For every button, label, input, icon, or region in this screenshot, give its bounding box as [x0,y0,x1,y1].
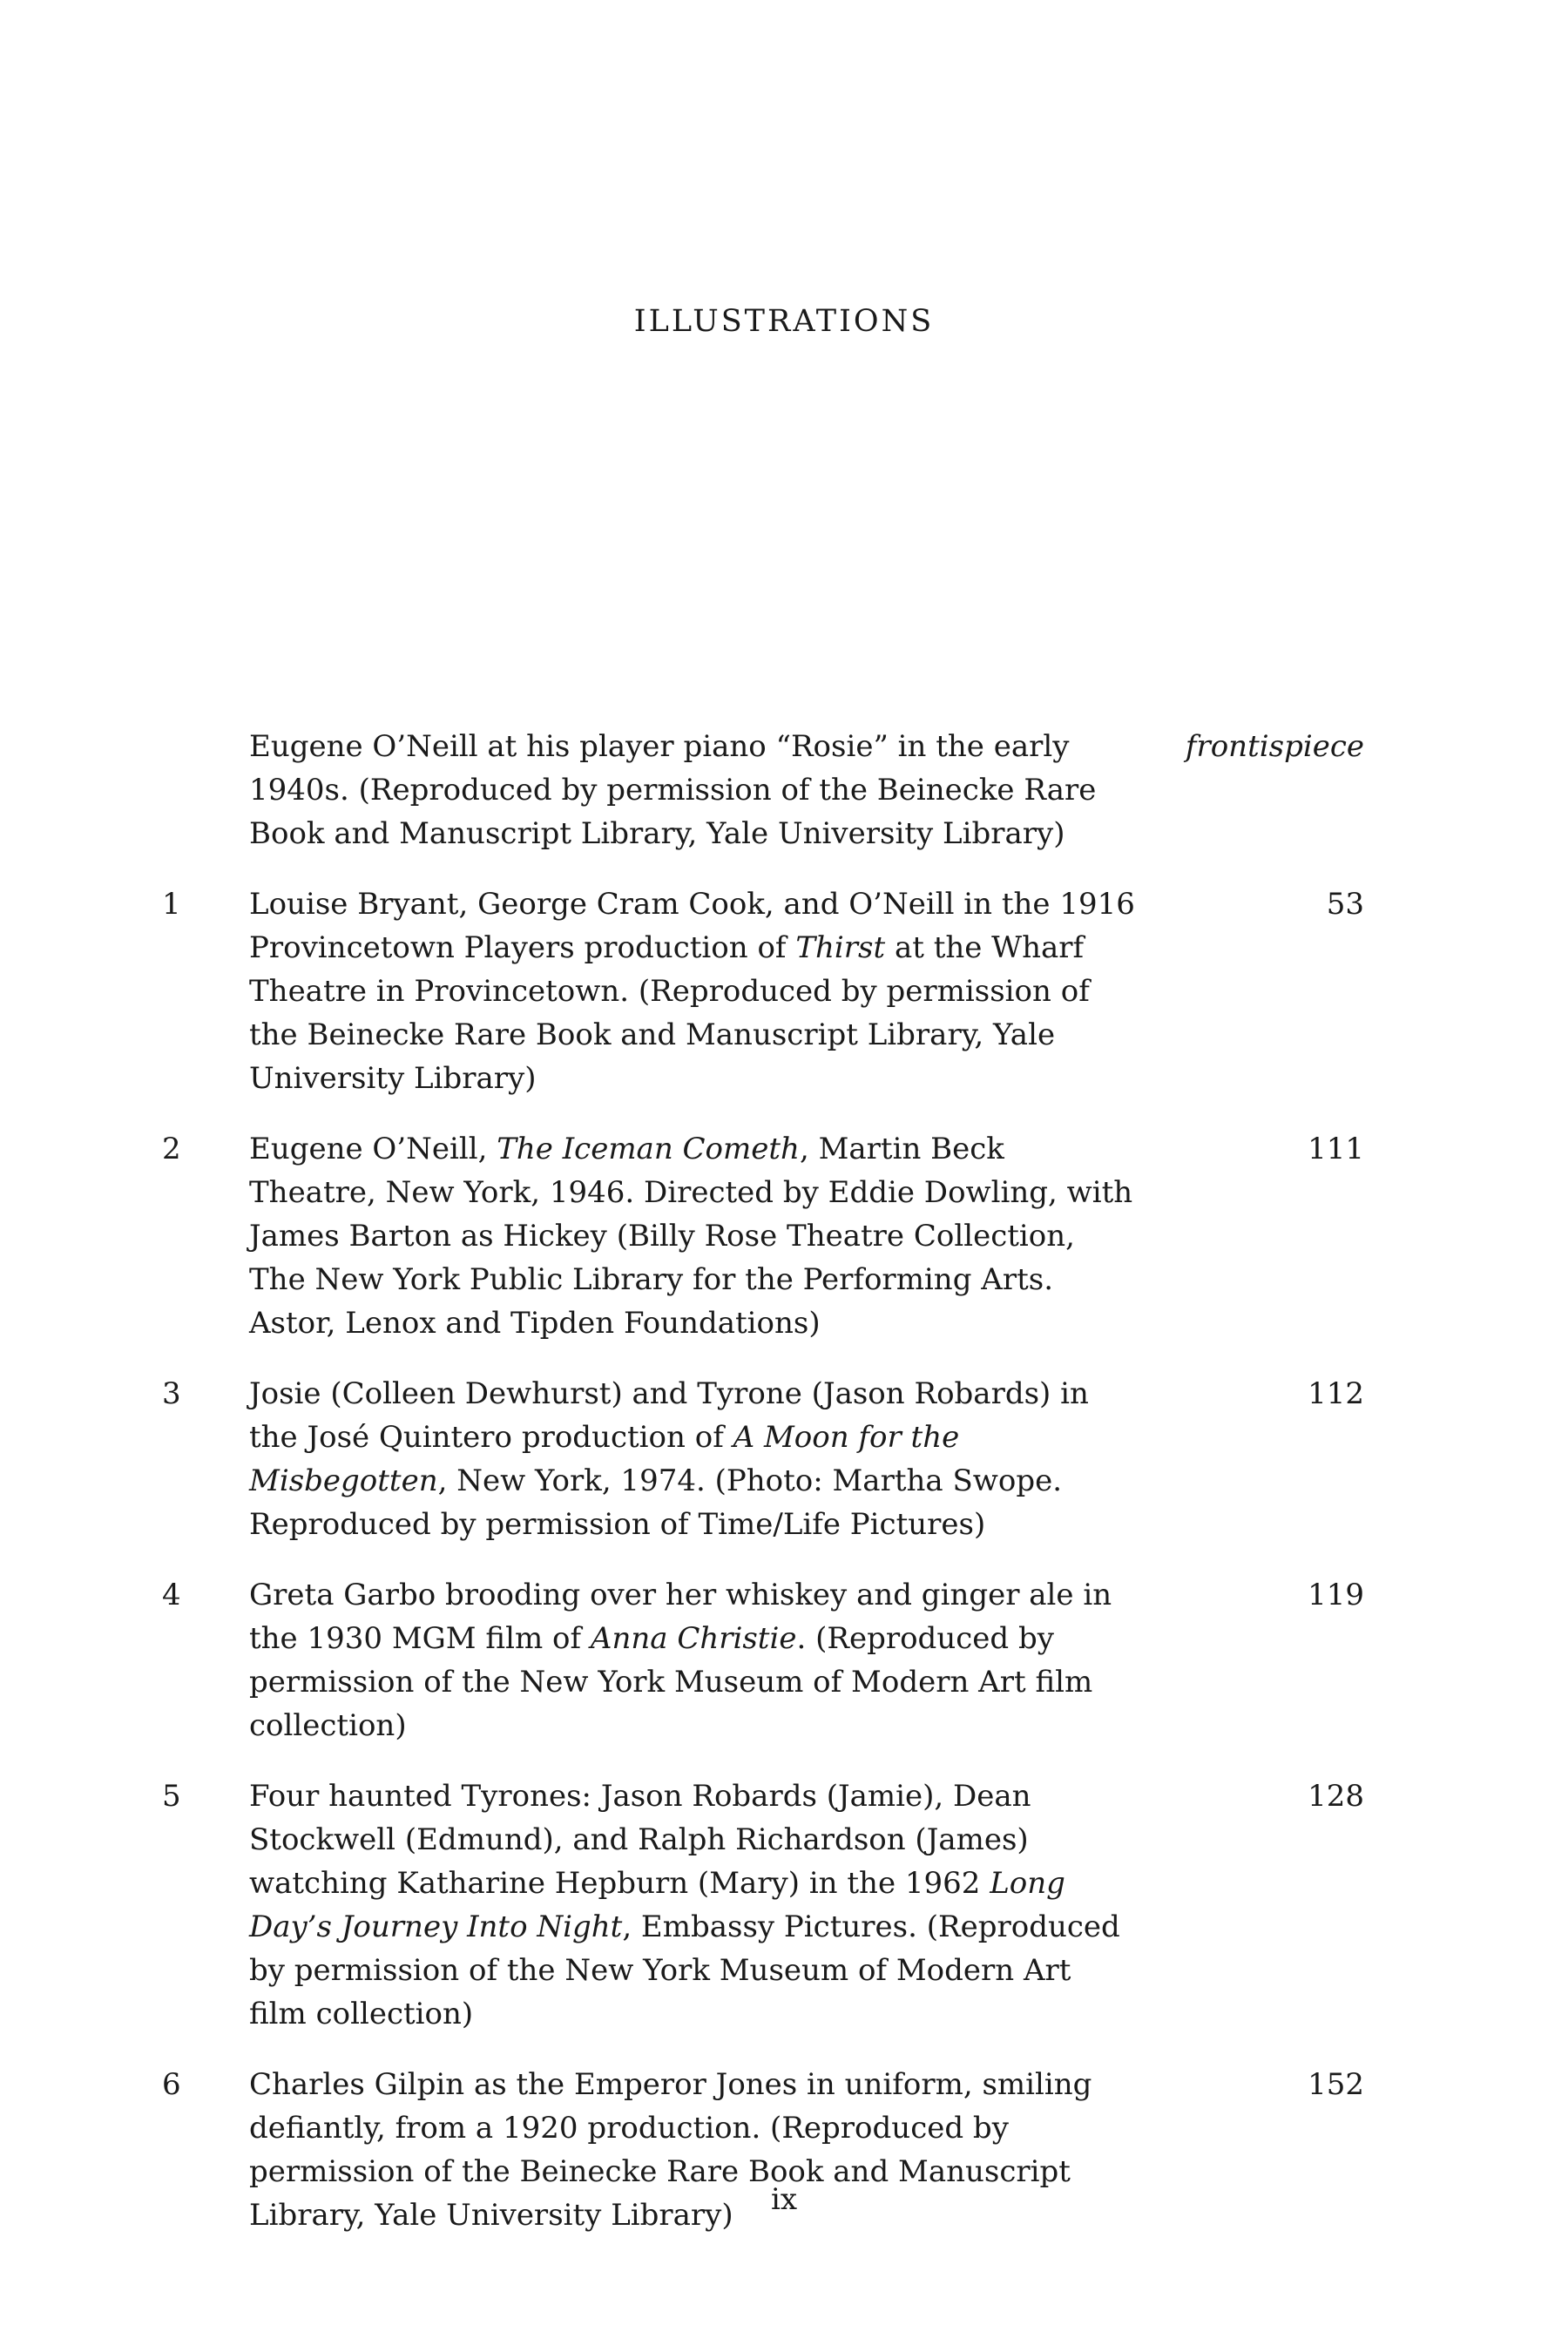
caption-text: Eugene O’Neill, [249,1132,497,1166]
caption-title-italic: Thirst [795,930,886,965]
illustration-number: 2 [162,1132,181,1166]
illustration-page-number: 128 [1308,1779,1364,1814]
illustration-caption [249,1774,1138,2036]
caption-text: . (Reproduced by permission of the New York Museum of Modern Art film collection) [249,1621,1093,1743]
caption-text: Charles Gilpin as the Emperor Jones in uniform, smiling defiantly, from a 1920 production. (Reproduced by permission of the Beinecke Rare Book and Manuscript Library, Yale University Library) [249,2067,1092,2233]
illustration-entry [162,725,1364,855]
illustration-page-number: 152 [1308,2067,1364,2102]
caption-title-italic: Anna Christie [590,1621,797,1656]
illustration-entry [162,1774,1364,2036]
caption-text: Eugene O’Neill at his player piano “Rosie” in the early 1940s. (Reproduced by permission of the Beinecke Rare Book and Manuscript Library, Yale University Library) [249,729,1097,851]
illustration-number: 3 [162,1376,181,1411]
illustration-caption [249,725,1138,855]
illustration-page-number: frontispiece [1185,729,1364,764]
caption-text: Louise Bryant, George Cram Cook, and O’Neill in the 1916 Provincetown Players production of [249,887,1135,965]
caption-text: Four haunted Tyrones: Jason Robards (Jamie), Dean Stockwell (Edmund), and Ralph Richardson (James) watching Katharine Hepburn (Mary) in the 1962 [249,1779,1031,1901]
illustration-entry [162,1127,1364,1345]
caption-text: , Martin Beck Theatre, New York, 1946. Directed by Eddie Dowling, with James Barton as Hickey (Billy Rose Theatre Collection, The New York Public Library for the Performing Arts. Astor, Lenox and Tipden Foundations) [249,1132,1133,1341]
caption-text: Josie (Colleen Dewhurst) and Tyrone (Jason Robards) in the José Quintero production of [249,1376,1089,1455]
caption-text: , New York, 1974. (Photo: Martha Swope. Reproduced by permission of Time/Life Pictures) [249,1463,1063,1542]
illustration-caption [249,1372,1138,1546]
illustrations-list [162,725,1364,2264]
illustration-entry [162,1372,1364,1546]
caption-title-italic: The Iceman Cometh [497,1132,800,1166]
illustration-page-number: 112 [1308,1376,1364,1411]
illustration-entry [162,882,1364,1100]
illustration-number: 1 [162,887,181,922]
illustration-entry [162,1573,1364,1747]
caption-text: at the Wharf Theatre in Provincetown. (Reproduced by permission of the Beinecke Rare Book and Manuscript Library, Yale University Library) [249,930,1090,1096]
page-number: ix [770,2182,798,2217]
illustration-page-number: 111 [1308,1132,1364,1166]
illustration-page-number: 53 [1326,887,1364,922]
caption-text: , Embassy Pictures. (Reproduced by permission of the New York Museum of Modern Art film collection) [249,1909,1120,2031]
illustration-caption [249,1573,1138,1747]
illustration-caption [249,882,1138,1100]
illustration-number: 4 [162,1578,181,1612]
illustration-page-number: 119 [1308,1578,1364,1612]
caption-title-italic: A Moon for the Misbegotten [249,1420,960,1498]
caption-text: Greta Garbo brooding over her whiskey and ginger ale in the 1930 MGM film of [249,1578,1112,1656]
illustration-number: 5 [162,1779,181,1814]
caption-title-italic: Long Day’s Journey Into Night [249,1866,1065,1944]
page-title: ILLUSTRATIONS [633,304,935,339]
illustration-number: 6 [162,2067,181,2102]
illustration-caption [249,1127,1138,1345]
